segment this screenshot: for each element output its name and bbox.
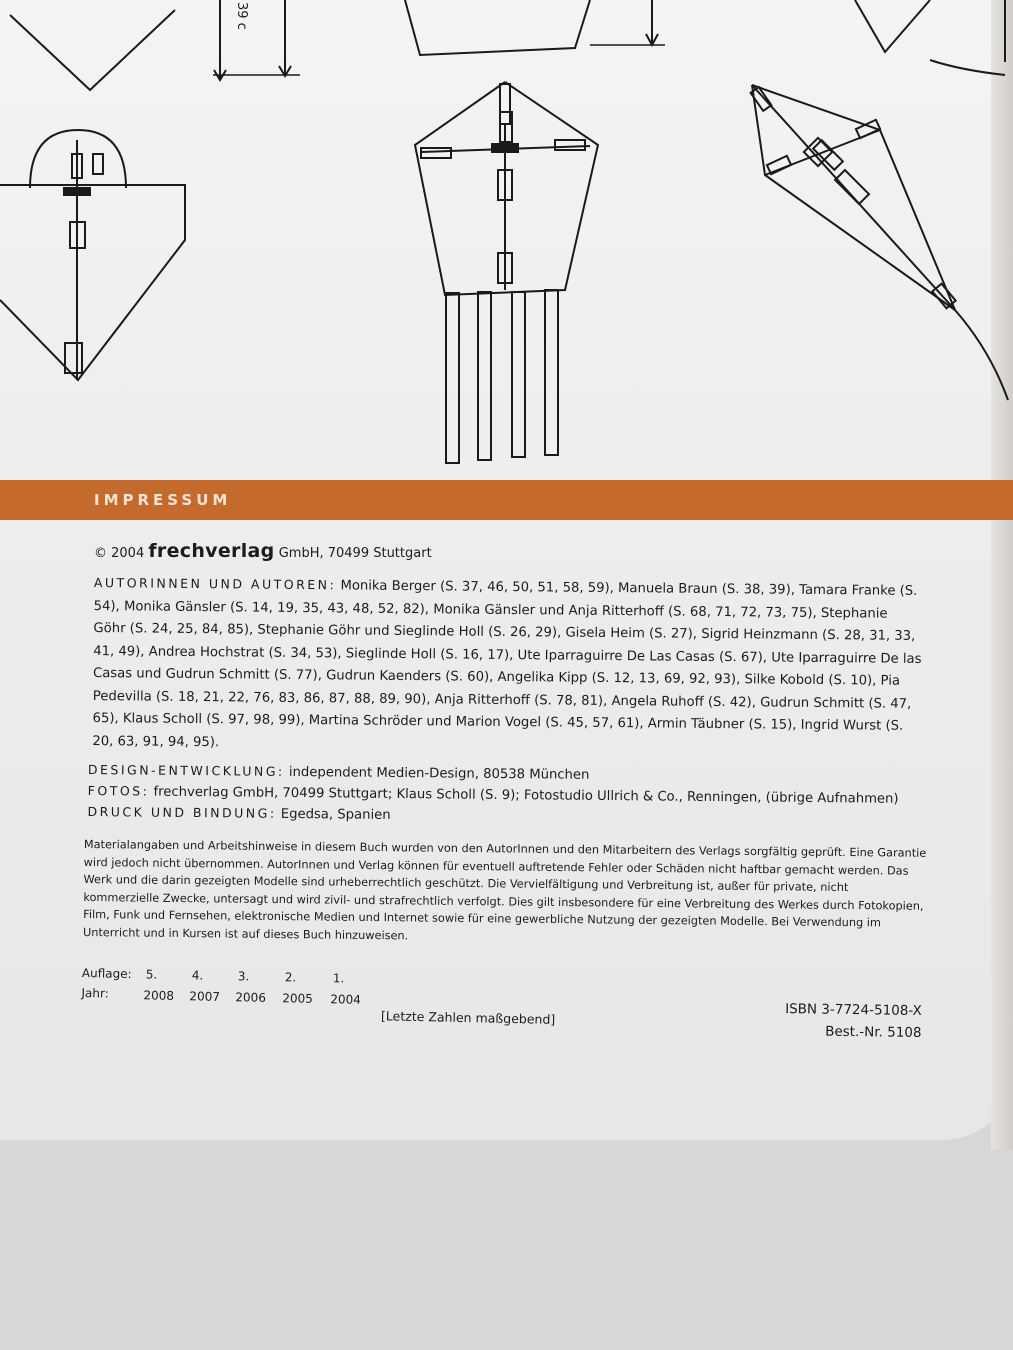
auflage-value: 4. [191,968,204,983]
kite-drawings [0,0,1013,480]
kite-outline-top-left [10,10,175,90]
isbn-block [699,997,922,1044]
dimension-label: 39 c [234,2,249,30]
credit-label: DRUCK UND BINDUNG: [87,803,277,821]
auflage-value: 1. [332,971,345,986]
section-band [0,480,1013,520]
credit-text: frechverlag GmbH, 70499 Stuttgart; Klaus Scholl (S. 9); Fotostudio Ullrich & Co., Renningen, (übrige Aufnahmen) [153,784,899,807]
jahr-value: 2008 [143,988,175,1003]
auflage-value: 2. [284,970,297,985]
credit-text: Egedsa, Spanien [280,806,391,823]
jahr-label: Jahr: [81,985,109,1001]
copyright-line [94,540,432,562]
authors-label: AUTORINNEN UND AUTOREN: [93,574,337,593]
isbn-number: ISBN 3-7724-5108-X [785,1001,922,1019]
publisher-name: frechverlag [148,540,275,562]
jahr-value: 2006 [235,990,267,1005]
order-number: Best.-Nr. 5108 [825,1023,922,1041]
edition-note: [Letzte Zahlen maßgebend] [380,1008,556,1027]
authors-text: Monika Berger (S. 37, 46, 50, 51, 58, 59), Manuela Braun (S. 38, 39), Tamara Franke (S. 54), Monika Gänsler (S. 14, 19, 35, 43, 48, 52, 82), Monika Gänsler und Anja Ritterhoff (S. 68, 71, 72, 73, 75), Stephanie Göhr (S. 24, 25, 84, 85), Stephanie Göhr und Sieglinde Holl (S. 26, 29), Gisela Heim (S. 27), Sigrid Heinzmann (S. 28, 31, 33, 41, 49), Andrea Hochstrat (S. 34, 53), Sieglinde Holl (S. 16, 17), Ute Iparraguirre De Las Casas (S. 67), Ute Iparraguirre De las Casas und Gudrun Schmitt (S. 77), Gudrun Kaenders (S. 60), Angelika Kipp (S. 12, 13, 69, 92, 93), Silke Kobold (S. 10), Pia Pedevilla (S. 18, 21, 22, 76, 83, 86, 87, 88, 89, 90), Anja Ritterhoff (S. 78, 81), Angela Ruhoff (S. 42), Gudrun Schmitt (S. 47, 65), Klaus Scholl (S. 97, 98, 99), Martina Schröder und Marion Vogel (S. 45, 57, 61), Armin Täubner (S. 15), Ingrid Wurst (S. 20, 63, 91, 94, 95). [92,578,922,750]
copyright-year: © 2004 [94,546,145,561]
publisher-address: GmbH, 70499 Stuttgart [278,546,432,561]
auflage-value: 3. [237,969,250,984]
impressum-content [0,530,1013,1090]
kite-center [415,82,598,295]
auflage-value: 5. [145,967,158,982]
credit-label: FOTOS: [87,782,150,799]
jahr-value: 2005 [282,991,314,1006]
authors-paragraph [92,572,924,761]
credit-label: DESIGN-ENTWICKLUNG: [87,761,285,779]
jahr-value: 2007 [189,989,221,1004]
credits-block [87,760,928,831]
credit-text: independent Medien-Design, 80538 München [288,764,590,783]
section-title: IMPRESSUM [94,491,232,509]
jahr-value: 2004 [330,992,362,1007]
legal-notice: Materialangaben und Arbeitshinweise in diesem Buch wurden von den AutorInnen und den Mitarbeitern des Verlags sorgfältig geprüft. Eine Garantie wird jedoch nicht übernommen. AutorInnen und Verlag können für eventuell auftretende Fehler oder Schäden nicht haftbar gemacht werden. Das Werk und die darin gezeigten Modelle sind urheberrechtlich geschützt. Die Vervielfältigung und Verbreitung ist, außer für private, nicht kommerzielle Zwecke, untersagt und wird zivil- und strafrechtlich verfolgt. Dies gilt insbesondere für eine Verbreitung des Werkes durch Fotokopien, Film, Funk und Fernsehen, elektronische Medien und Internet sowie für eine gewerbliche Nutzung der gezeigten Modelle. Bei Verwendung im Unterricht und in Kursen ist auf dieses Buch hinzuweisen. [82,837,927,943]
edition-table [81,966,682,1039]
auflage-label: Auflage: [81,966,132,982]
